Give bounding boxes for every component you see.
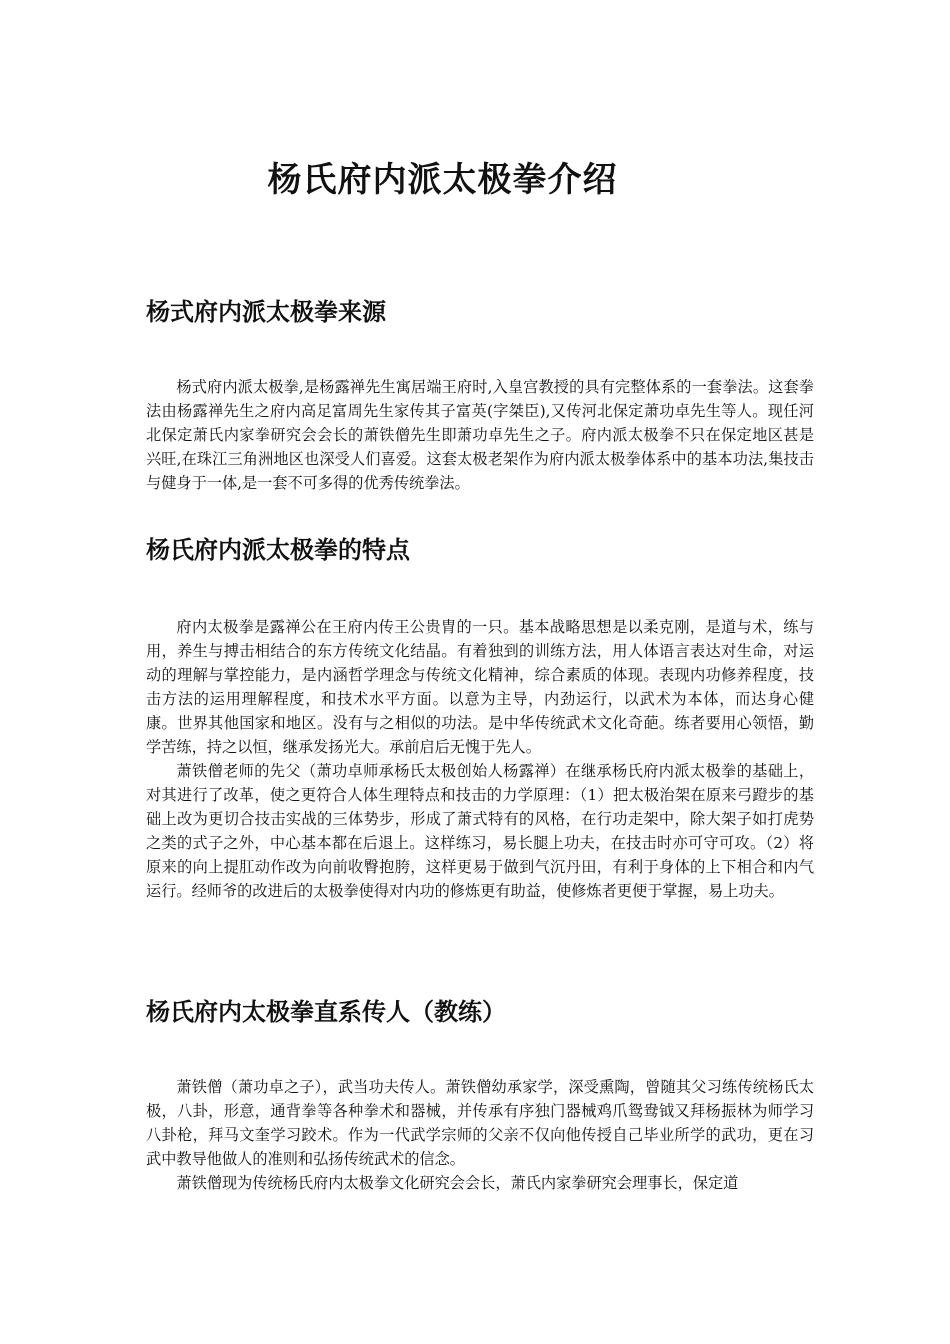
document-title: 杨氏府内派太极拳介绍 [267,160,618,200]
section-heading-origin: 杨式府内派太极拳来源 [146,297,386,326]
section-heading-features: 杨氏府内派太极拳的特点 [146,535,410,564]
section-body-features [146,615,814,903]
paragraph: 萧铁僧现为传统杨氏府内太极拳文化研究会会长，萧氏内家拳研究会理事长，保定道 [176,1174,739,1192]
paragraph: 府内太极拳是露禅公在王府内传王公贵胄的一只。基本战略思想是以柔克刚，是道与术，练与用，养生与搏击相结合的东方传统文化结晶。有着独到的训练方法，用人体语言表达对生命，对运动的理解与掌控能力，是内涵哲学理念与传统文化精神，综合素质的体现。表现内功修养程度，技击方法的运用理解程度，和技术水平方面。以意为主导，内劲运行，以武术为本体，而达身心健康。世界其他国家和地区。没有与之相似的功法。是中华传统武术文化奇葩。练者要用心领悟，勤学苦练，持之以恒，继承发扬光大。承前启后无愧于先人。 [146,618,814,756]
paragraph: 萧铁僧老师的先父（萧功卓师承杨氏太极创始人杨露禅）在继承杨氏府内派太极拳的基础上，对其进行了改革，使之更符合人体生理特点和技击的力学原理：（1）把太极治架在原来弓蹬步的基础上改为更切合技击实战的三体势步，形成了萧式特有的风格，在行功走架中，除大架子如打虎势之类的式子之外，中心基本都在后退上。这样练习，易长腿上功夫，在技击时亦可守可攻。（2）将原来的向上提肛动作改为向前收臀抱胯，这样更易于做到气沉丹田，有利于身体的上下相合和内气运行。经师爷的改进后的太极拳使得对内功的修炼更有助益，使修炼者更便于掌握，易上功夫。 [146,762,814,900]
paragraph: 杨式府内派太极拳,是杨露禅先生寓居端王府时,入皇宫教授的具有完整体系的一套拳法。这套拳法由杨露禅先生之府内高足富周先生家传其子富英(字桀臣),又传河北保定萧功卓先生等人。现任河北保定萧氏内家拳研究会会长的萧铁僧先生即萧功卓先生之子。府内派太极拳不只在保定地区甚是兴旺,在珠江三角洲地区也深受人们喜爱。这套太极老架作为府内派太极拳体系中的基本功法,集技击与健身于一体,是一套不可多得的优秀传统拳法。 [146,378,814,492]
section-heading-successors: 杨氏府内太极拳直系传人（教练） [146,997,506,1026]
section-body-successors [146,1075,814,1195]
section-body-origin [146,375,814,495]
paragraph: 萧铁僧（萧功卓之子），武当功夫传人。萧铁僧幼承家学，深受熏陶，曾随其父习练传统杨氏太极，八卦，形意，通背拳等各种拳术和器械，并传承有序独门器械鸡爪鸳鸯钺又拜杨振林为师学习八卦枪，拜马文奎学习跤术。作为一代武学宗师的父亲不仅向他传授自己毕业所学的武功，更在习武中教导他做人的准则和弘扬传统武术的信念。 [146,1078,814,1168]
